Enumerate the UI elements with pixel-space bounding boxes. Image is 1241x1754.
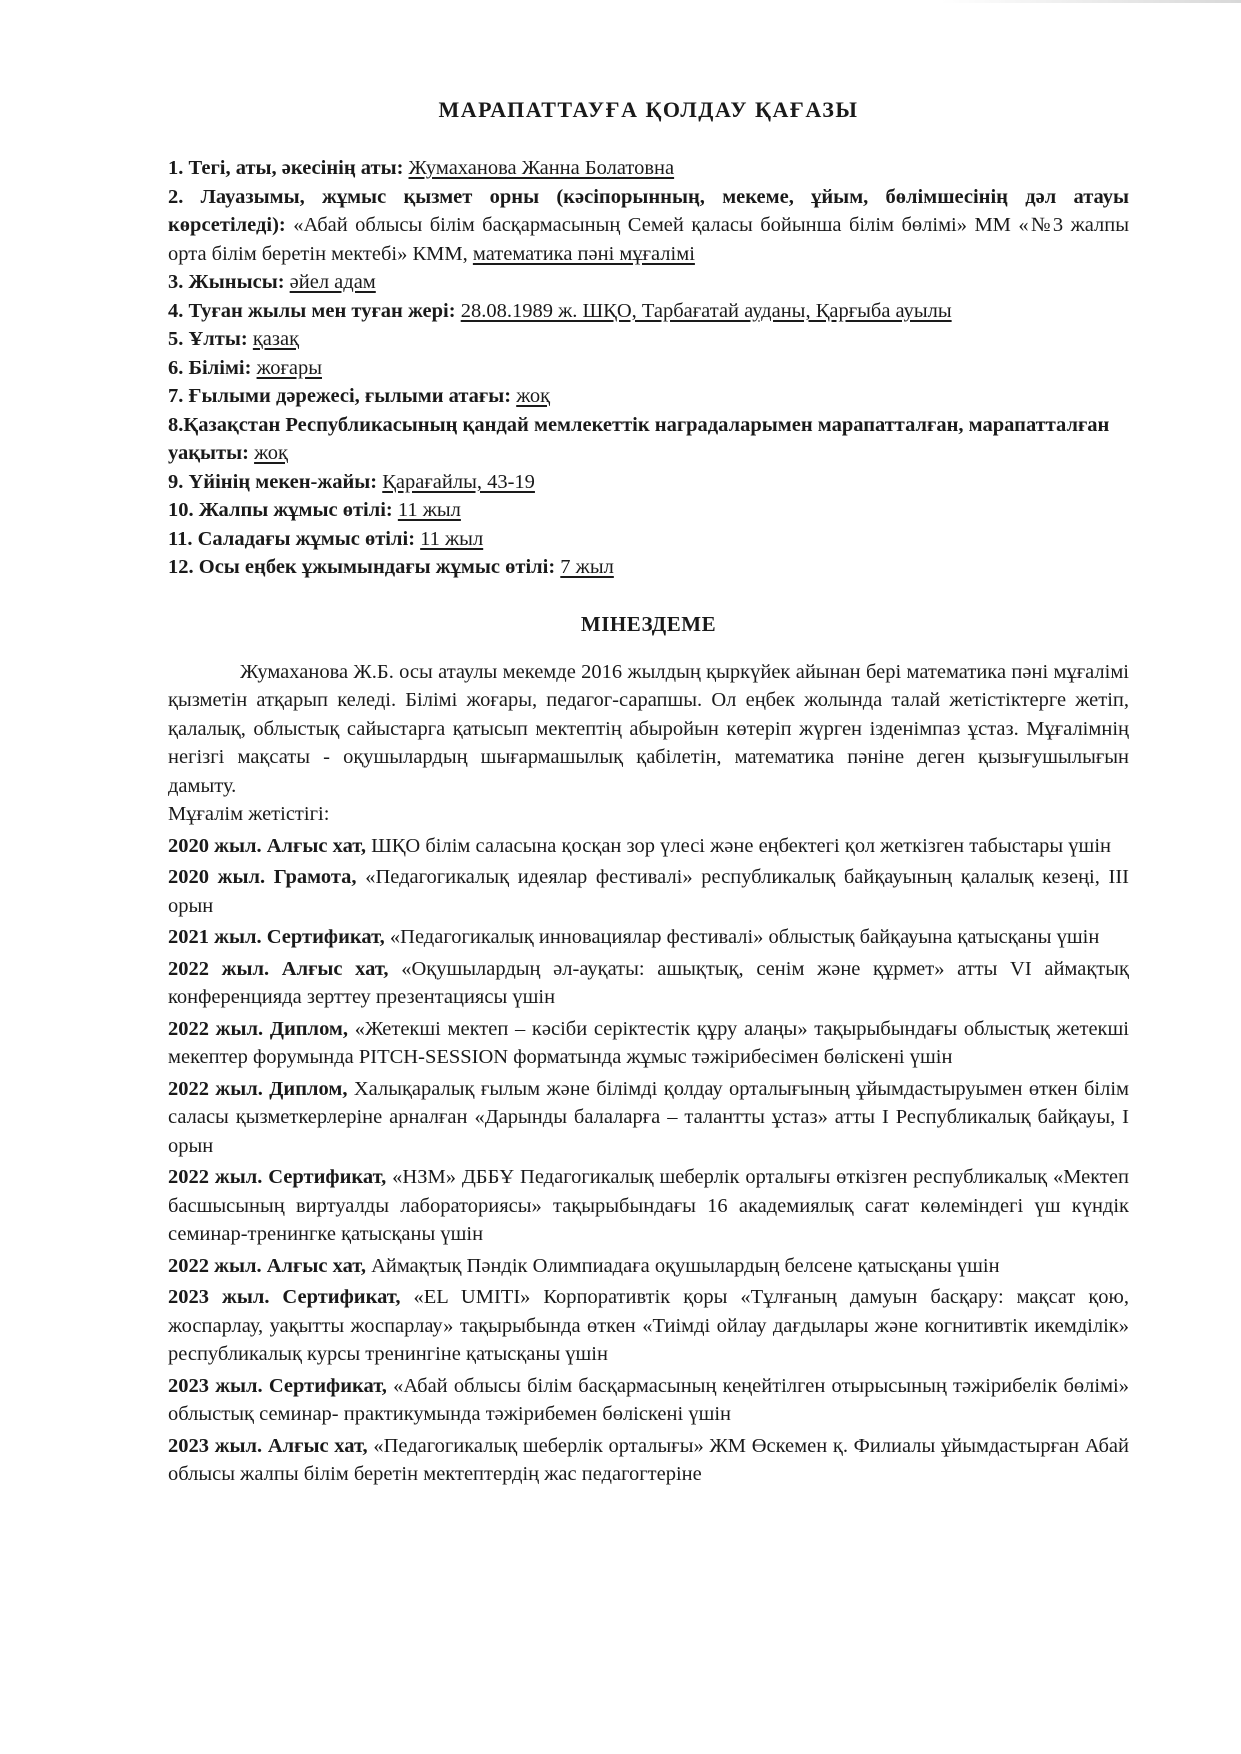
- field-value: жоқ: [516, 385, 551, 407]
- field-row: 1. Тегі, аты, әкесінің аты: Жумаханова Жанна Болатовна: [168, 157, 675, 179]
- field-value: 11 жыл: [420, 527, 484, 550]
- achievements-heading: Мұғалім жетістігі:: [168, 803, 330, 825]
- achievement-item: 2023 жыл. Алғыс хат, «Педагогикалық шеберлік орталығы» ЖМ Өскемен қ. Филиалы ұйымдастырған Абай облысы жалпы білім беретін мектептердің жас педагогтеріне: [168, 1434, 1129, 1485]
- achievement-item: 2023 жыл. Сертификат, «EL UMITI» Корпоративтік қоры «Тұлғаның дамуын басқару: мақсат қою, жоспарлау, уақытты жоспарлау» тақырыбында өткен «Тиімді ойлау дағдылары және когнитивтік икемділік» республикалық курсы тренингіне қатысқаны үшін: [168, 1286, 1129, 1365]
- field-value: жоқ: [254, 442, 288, 464]
- field-row: 7. Ғылыми дәрежесі, ғылыми атағы: жоқ: [168, 385, 551, 407]
- field-value: қазақ: [252, 328, 300, 350]
- achievement-item: 2020 жыл. Грамота, «Педагогикалық идеялар фестивалі» республикалық байқауының қалалық кезеңі, III орын: [168, 866, 1130, 917]
- document-title: МАРАПАТТАУҒА ҚОЛДАУ ҚАҒАЗЫ: [438, 97, 859, 122]
- achievement-item: 2022 жыл. Диплом, Халықаралық ғылым және білімді қолдау орталығының ұйымдастыруымен өткен білім саласы қызметкерлеріне арналған «Дарынды балаларға – талантты ұстаз» атты I Республикалық байқауы, I орын: [168, 1077, 1129, 1157]
- field-value: жоғары: [256, 356, 322, 379]
- achievement-item: 2023 жыл. Сертификат, «Абай облысы білім басқармасының кеңейтілген отырысының тәжірибелік бөлімі» облыстық семинар- практикумында тәжірибемен бөліскені үшін: [168, 1374, 1129, 1425]
- field-row: 12. Осы еңбек ұжымындағы жұмыс өтілі: 7 жыл: [168, 556, 614, 578]
- characteristic-paragraph: Жумаханова Ж.Б. осы атаулы мекемде 2016 жылдың қыркүйек айынан бері математика пәні мұғалімі қызметін атқарып келеді. Білімі жоғары, педагог-сарапшы. Ол еңбек жолында талай жетістіктерге жетіп, қалалық, облыстық сайыстарга қатысып мектептің абыройын көтеріп жүрген ізденімпаз ұстаз. Мұғалімнің негізгі мақсаты - оқушылардың шығармашылық қабілетін, математика пәніне деген қызығушылығын дамыту.: [168, 660, 1129, 797]
- field-value: 11 жыл: [397, 499, 461, 521]
- field-row: 2. Лауазымы, жұмыс қызмет орны (кәсіпорынның, мекеме, ұйым, бөлімшесінің дәл атауы көрсетіледі): «Абай облысы білім басқармасының Семей қаласы бойынша білім бөлімі» ММ «№3 жалпы орта білім беретін мектебі» КММ, математика пәні мұғалімі: [168, 185, 1130, 265]
- scan-edge-mark: [941, 0, 1241, 3]
- field-value: математика пәні мұғалімі: [472, 242, 695, 265]
- field-row: 10. Жалпы жұмыс өтілі: 11 жыл: [168, 499, 461, 521]
- section-title: МІНЕЗДЕМЕ: [580, 611, 717, 636]
- field-row: 11. Саладағы жұмыс өтілі: 11 жыл: [168, 527, 484, 550]
- achievement-item: 2022 жыл. Диплом, «Жетекші мектеп – кәсіби серіктестік құру алаңы» тақырыбындағы облыстық жетекші мекептер форумында PITCH-SESSION форматында жұмыс тәжірибесімен бөліскені үшін: [168, 1017, 1129, 1068]
- achievement-item: 2022 жыл. Алғыс хат, «Оқушылардың әл-ауқаты: ашықтық, сенім және құрмет» атты VI аймақтық конференцияда зерттеу презентациясы үшін: [168, 957, 1129, 1008]
- achievement-item: 2022 жыл. Сертификат, «НЗМ» ДББҰ Педагогикалық шеберлік орталығы өткізген республикалық «Мектеп басшысының виртуалды лабораториясы» тақырыбындағы 16 академиялық сағат көлеміндегі үш күндік семинар-тренингке қатысқаны үшін: [168, 1166, 1129, 1245]
- field-value: Қарағайлы, 43-19: [382, 470, 535, 493]
- field-row: 4. Туған жылы мен туған жері: 28.08.1989 ж. ШҚО, Тарбағатай ауданы, Қарғыба ауылы: [168, 299, 952, 322]
- field-value: 7 жыл: [560, 556, 614, 578]
- fields-list: [168, 154, 1129, 582]
- achievement-item: 2020 жыл. Алғыс хат, ШҚО білім саласына қосқан зор үлесі және еңбектегі қол жеткізген табыстары үшін: [168, 834, 1111, 857]
- field-row: 6. Білімі: жоғары: [168, 356, 322, 379]
- field-text: «Абай облысы білім басқармасының Семей қаласы бойынша білім бөлімі» ММ «№3 жалпы орта білім беретін мектебі» КММ,: [168, 214, 1129, 265]
- achievement-item: 2022 жыл. Алғыс хат, Аймақтық Пәндік Олимпиадаға оқушылардың белсене қатысқаны үшін: [168, 1254, 1000, 1277]
- achievement-item: 2021 жыл. Сертификат, «Педагогикалық инновациялар фестивалі» облыстық байқауына қатысқаны үшін: [168, 926, 1100, 948]
- field-value: әйел адам: [289, 271, 376, 293]
- field-value: Жумаханова Жанна Болатовна: [408, 157, 675, 179]
- field-value: 28.08.1989 ж. ШҚО, Тарбағатай ауданы, Қарғыба ауылы: [460, 299, 952, 322]
- field-row: 5. Ұлты: қазақ: [168, 328, 300, 350]
- field-row: 8.Қазақстан Республикасының қандай мемлекеттік наградаларымен марапатталған, марапатталған уақыты: жоқ: [168, 413, 1110, 464]
- achievements-list: [168, 832, 1129, 1489]
- field-row: 9. Үйінің мекен-жайы: Қарағайлы, 43-19: [168, 470, 535, 493]
- field-row: 3. Жынысы: әйел адам: [168, 271, 376, 293]
